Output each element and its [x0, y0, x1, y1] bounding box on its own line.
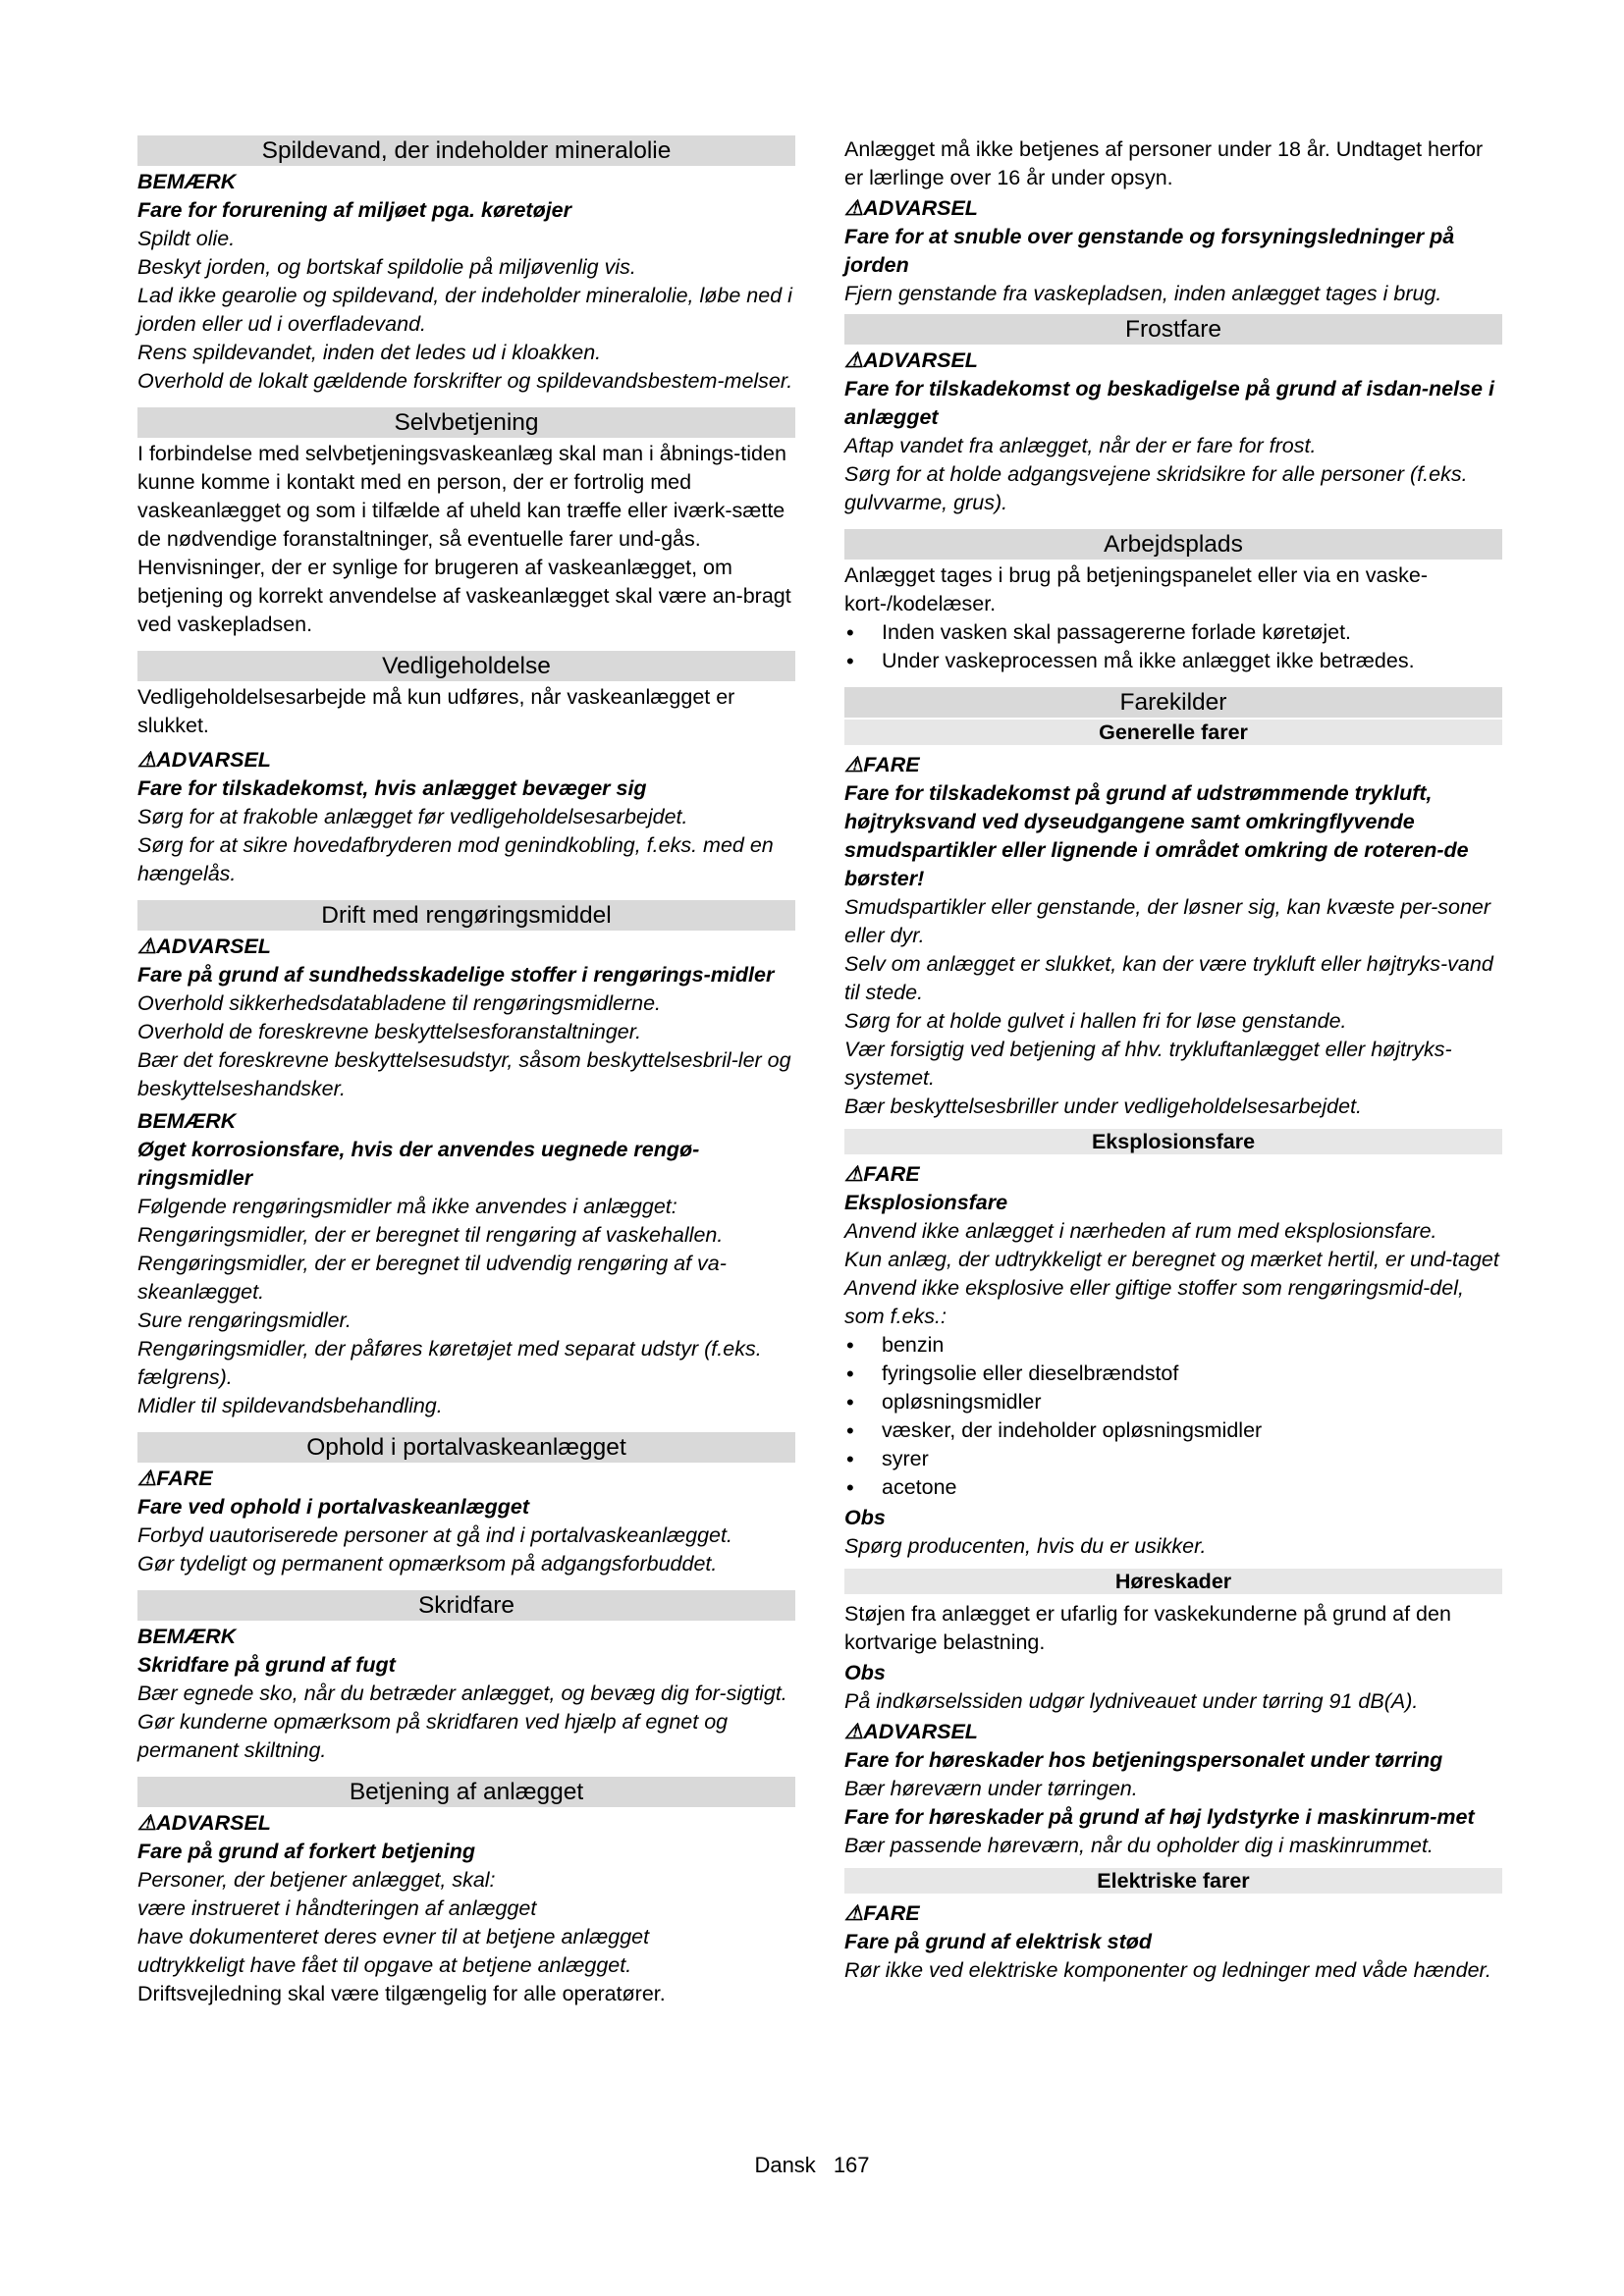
warning-line: Personer, der betjener anlægget, skal:	[137, 1868, 496, 1892]
footer-language: Dansk	[754, 2153, 816, 2177]
warning-line: Bær det foreskrevne beskyttelsesudstyr, såsom beskyttelsesbril-ler og beskyttelseshandsker.	[137, 1048, 791, 1100]
subsection-heading: Generelle farer	[844, 720, 1502, 745]
warning-label: ⚠ADVARSEL	[844, 348, 978, 372]
section-heading: Betjening af anlægget	[137, 1777, 795, 1807]
note-line: Lad ikke gearolie og spildevand, der indeholder mineralolie, løbe ned i jorden eller ud i overfladevand.	[137, 284, 792, 336]
paragraph: Henvisninger, der er synlige for brugeren af vaskeanlægget, om betjening og korrekt anvendelse af vaskeanlægget skal være an-bragt ved vaskepladsen.	[137, 556, 791, 636]
warning-line: Overhold sikkerhedsdatabladene til rengøringsmidlerne.	[137, 991, 662, 1015]
section-heading: Frostfare	[844, 314, 1502, 345]
danger-line: Sørg for at holde gulvet i hallen fri for løse genstande.	[844, 1009, 1347, 1033]
bullet-item: • acetone	[844, 1473, 1502, 1502]
page-footer	[0, 2152, 1624, 2179]
danger-line: Anvend ikke anlægget i nærheden af rum med eksplosionsfare.	[844, 1219, 1437, 1243]
warning-line: Bær høreværn under tørringen.	[844, 1777, 1138, 1800]
paragraph: Anlægget må ikke betjenes af personer under 18 år. Undtaget herfor er lærlinge over 16 år under opsyn.	[844, 137, 1484, 189]
right-column	[844, 135, 1502, 2008]
warning-label: ⚠ADVARSEL	[137, 934, 271, 958]
section-heading: Ophold i portalvaskeanlægget	[137, 1432, 795, 1463]
note-line: Rengøringsmidler, der er beregnet til udvendig rengøring af va-skeanlægget.	[137, 1252, 727, 1304]
paragraph: Vedligeholdelsesarbejde må kun udføres, når vaskeanlægget er slukket.	[137, 685, 735, 737]
warning-title: Fare for høreskader hos betjeningspersonalet under tørring	[844, 1748, 1443, 1772]
obs-line: På indkørselssiden udgør lydniveauet under tørring 91 dB(A).	[844, 1689, 1419, 1713]
section-heading: Farekilder	[844, 687, 1502, 718]
warning-line: Fjern genstande fra vaskepladsen, inden anlægget tages i brug.	[844, 282, 1442, 305]
warning-title: Fare på grund af sundhedsskadelige stoffer i rengørings-midler	[137, 963, 775, 987]
note-line: Gør kunderne opmærksom på skridfaren ved hjælp af egnet og permanent skiltning.	[137, 1710, 729, 1762]
danger-line: Bær beskyttelsesbriller under vedligeholdelsesarbejdet.	[844, 1095, 1363, 1118]
warning-title: Fare for høreskader på grund af høj lydstyrke i maskinrum-met	[844, 1805, 1475, 1829]
note-line: Rens spildevandet, inden det ledes ud i kloakken.	[137, 341, 602, 364]
left-column	[137, 135, 795, 2008]
note-label: BEMÆRK	[137, 1625, 237, 1648]
danger-line: Kun anlæg, der udtrykkeligt er beregnet og mærket hertil, er und-taget	[844, 1248, 1499, 1271]
warning-title: Fare for tilskadekomst og beskadigelse på grund af isdan-nelse i anlægget	[844, 377, 1494, 429]
danger-title: Fare på grund af elektrisk stød	[844, 1930, 1153, 1953]
section-heading: Skridfare	[137, 1590, 795, 1621]
danger-label: ⚠FARE	[844, 1162, 920, 1186]
warning-title: Fare på grund af forkert betjening	[137, 1840, 476, 1863]
note-title: Øget korrosionsfare, hvis der anvendes uegnede rengø-ringsmidler	[137, 1138, 700, 1190]
note-title: Fare for forurening af miljøet pga. køretøjer	[137, 198, 572, 222]
page-content	[137, 135, 1502, 2008]
warning-label: ⚠ADVARSEL	[137, 1811, 271, 1835]
note-line: Bær egnede sko, når du betræder anlægget, og bevæg dig for-sigtigt.	[137, 1682, 787, 1705]
danger-label: ⚠FARE	[137, 1467, 213, 1490]
note-line: Rengøringsmidler, der påføres køretøjet med separat udstyr (f.eks. fælgrens).	[137, 1337, 762, 1389]
section-heading: Vedligeholdelse	[137, 651, 795, 681]
obs-line: Spørg producenten, hvis du er usikker.	[844, 1534, 1207, 1558]
note-line: Beskyt jorden, og bortskaf spildolie på miljøvenlig vis.	[137, 255, 636, 279]
danger-title: Fare for tilskadekomst på grund af udstrømmende trykluft, højtryksvand ved dyseudgangene samt omkringflyvende smudspartikler eller lignende i området omkring de roteren-de børster!	[844, 781, 1469, 890]
warning-label: ⚠ADVARSEL	[844, 196, 978, 220]
warning-line: Aftap vandet fra anlægget, når der er fare for frost.	[844, 434, 1317, 457]
warning-line: udtrykkeligt have fået til opgave at betjene anlægget.	[137, 1953, 632, 1977]
bullet-item: • fyringsolie eller dieselbrændstof	[844, 1360, 1502, 1388]
warning-title: Fare for at snuble over genstande og forsyningsledninger på jorden	[844, 225, 1455, 277]
paragraph: Driftsvejledning skal være tilgængelig for alle operatører.	[137, 1982, 666, 2005]
note-label: BEMÆRK	[137, 1109, 237, 1133]
bullet-item: • Under vaskeprocessen må ikke anlægget ikke betrædes.	[844, 647, 1502, 675]
warning-line: Overhold de foreskrevne beskyttelsesforanstaltninger.	[137, 1020, 642, 1043]
danger-line: Forbyd uautoriserede personer at gå ind i portalvaskeanlægget.	[137, 1523, 732, 1547]
bullet-item: • opløsningsmidler	[844, 1388, 1502, 1416]
note-title: Skridfare på grund af fugt	[137, 1653, 396, 1677]
section-heading: Arbejdsplads	[844, 529, 1502, 560]
warning-line: være instrueret i håndteringen af anlægget	[137, 1896, 537, 1920]
page-number: 167	[833, 2153, 870, 2177]
danger-title: Eksplosionsfare	[844, 1191, 1008, 1214]
note-line: Følgende rengøringsmidler må ikke anvendes i anlægget:	[137, 1195, 677, 1218]
section-heading: Spildevand, der indeholder mineralolie	[137, 135, 795, 166]
obs-label: Obs	[844, 1661, 886, 1684]
warning-title: Fare for tilskadekomst, hvis anlægget bevæger sig	[137, 776, 647, 800]
obs-label: Obs	[844, 1506, 886, 1529]
note-label: BEMÆRK	[137, 170, 237, 193]
paragraph: I forbindelse med selvbetjeningsvaskeanlæg skal man i åbnings-tiden kunne komme i kontakt med en person, der er fortrolig med vaskeanlægget og som i tilfælde af uheld kan træffe eller iværk-sætte de nødvendige foranstaltninger, så eventuelle farer und-gås.	[137, 442, 786, 551]
warning-line: Sørg for at holde adgangsvejene skridsikre for alle personer (f.eks. gulvvarme, grus).	[844, 462, 1468, 514]
subsection-heading: Høreskader	[844, 1569, 1502, 1594]
warning-label: ⚠ADVARSEL	[137, 748, 271, 772]
note-line: Rengøringsmidler, der er beregnet til rengøring af vaskehallen.	[137, 1223, 724, 1247]
danger-line: Rør ikke ved elektriske komponenter og ledninger med våde hænder.	[844, 1958, 1491, 1982]
section-heading: Drift med rengøringsmiddel	[137, 900, 795, 931]
subsection-heading: Eksplosionsfare	[844, 1129, 1502, 1154]
bullet-item: • Inden vasken skal passagererne forlade køretøjet.	[844, 618, 1502, 647]
warning-line: have dokumenteret deres evner til at betjene anlægget	[137, 1925, 650, 1949]
bullet-item: • væsker, der indeholder opløsningsmidler	[844, 1416, 1502, 1445]
bullet-item: • benzin	[844, 1331, 1502, 1360]
bullet-item: • syrer	[844, 1445, 1502, 1473]
danger-title: Fare ved ophold i portalvaskeanlægget	[137, 1495, 530, 1519]
danger-line: Smudspartikler eller genstande, der løsner sig, kan kvæste per-soner eller dyr.	[844, 895, 1491, 947]
danger-label: ⚠FARE	[844, 753, 920, 776]
danger-label: ⚠FARE	[844, 1901, 920, 1925]
danger-line: Anvend ikke eksplosive eller giftige stoffer som rengøringsmid-del, som f.eks.:	[844, 1276, 1464, 1328]
danger-line: Vær forsigtig ved betjening af hhv. trykluftanlægget eller højtryks-systemet.	[844, 1038, 1452, 1090]
section-heading: Selvbetjening	[137, 407, 795, 438]
warning-line: Bær passende høreværn, når du opholder dig i maskinrummet.	[844, 1834, 1434, 1857]
subsection-heading: Elektriske farer	[844, 1868, 1502, 1894]
warning-label: ⚠ADVARSEL	[844, 1720, 978, 1743]
paragraph: Anlægget tages i brug på betjeningspanelet eller via en vaske-kort-/kodelæser.	[844, 563, 1429, 615]
note-line: Spildt olie.	[137, 227, 236, 250]
warning-line: Sørg for at frakoble anlægget før vedligeholdelsesarbejdet.	[137, 805, 688, 828]
note-line: Midler til spildevandsbehandling.	[137, 1394, 443, 1417]
danger-line: Gør tydeligt og permanent opmærksom på adgangsforbuddet.	[137, 1552, 718, 1575]
note-line: Overhold de lokalt gældende forskrifter og spildevandsbestem-melser.	[137, 369, 793, 393]
warning-line: Sørg for at sikre hovedafbryderen mod genindkobling, f.eks. med en hængelås.	[137, 833, 774, 885]
paragraph: Støjen fra anlægget er ufarlig for vaskekunderne på grund af den kortvarige belastning.	[844, 1602, 1451, 1654]
note-line: Sure rengøringsmidler.	[137, 1308, 352, 1332]
danger-line: Selv om anlægget er slukket, kan der være trykluft eller højtryks-vand til stede.	[844, 952, 1493, 1004]
